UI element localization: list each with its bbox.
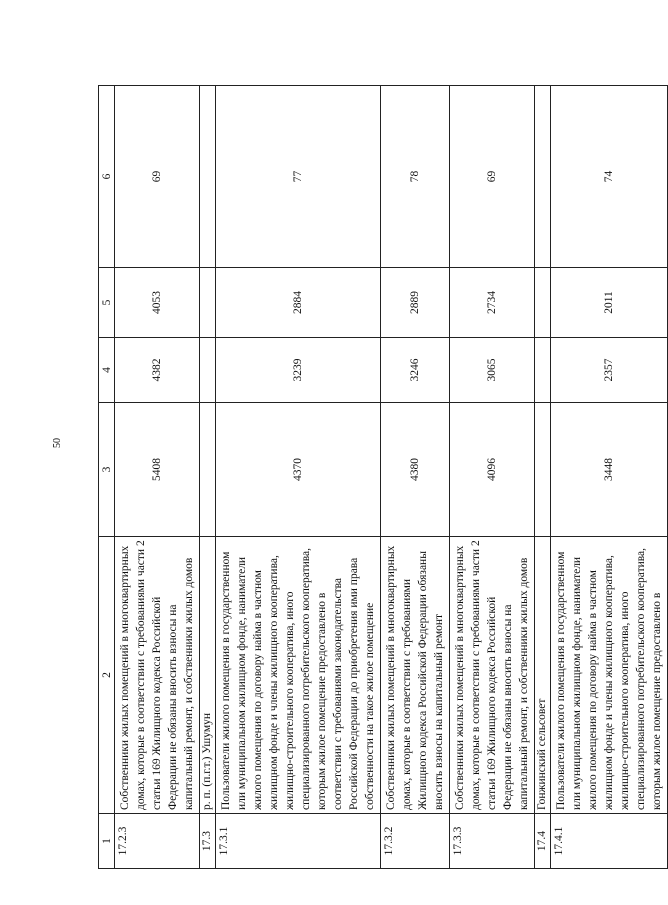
table-row (216, 86, 381, 869)
row-value-col4: 2357 (551, 338, 668, 403)
row-description: Пользователи жилого помещения в государственном или муниципальном жилищном фонде, наниматели жилого помещения по договору найма в частном жилищном фонде и члены жилищного кооператива, жилищно-строительного кооператива, иного специализированного потребительского кооператива, которым жилое помещение предоставлено в (551, 537, 668, 814)
row-value-col4: 3246 (381, 338, 450, 403)
row-value-col3: 4370 (216, 403, 381, 537)
header-cell-4: 4 (99, 338, 115, 403)
row-code: 17.2.3 (115, 814, 200, 869)
page-number: 50 (52, 438, 63, 448)
row-description: Собственники жилых помещений в многоквартирных домах, которые в соответствии с требованиями части 2 статьи 169 Жилищного кодекса Российской Федерации не обязаны вносить взносы на капитальный ремонт, и собственники жилых домов (115, 537, 200, 814)
row-code: 17.3.1 (216, 814, 381, 869)
row-value-col6: 69 (115, 86, 200, 268)
row-value-col5: 2884 (216, 268, 381, 338)
header-cell-5: 5 (99, 268, 115, 338)
section-code: 17.3 (200, 814, 216, 869)
header-cell-3: 3 (99, 403, 115, 537)
row-code: 17.3.3 (450, 814, 535, 869)
table-row (551, 86, 668, 869)
table-header-row (99, 86, 115, 869)
row-code: 17.4.1 (551, 814, 668, 869)
row-description: Собственники жилых помещений в многоквартирных домах, которые в соответствии с требованиями Жилищного кодекса Российской Федерации обязаны вносить взносы на капитальный ремонт (381, 537, 450, 814)
row-value-col3: 3448 (551, 403, 668, 537)
header-cell-1: 1 (99, 814, 115, 869)
row-value-col5: 2734 (450, 268, 535, 338)
section-title: р. п. (п.г.т.) Ушумун (200, 537, 216, 814)
row-value-col5: 2011 (551, 268, 668, 338)
row-value-col4: 3239 (216, 338, 381, 403)
row-value-col5: 4053 (115, 268, 200, 338)
section-row (200, 86, 216, 869)
empty-cell (535, 338, 551, 403)
row-description: Собственники жилых помещений в многоквартирных домах, которые в соответствии с требованиями части 2 статьи 169 Жилищного кодекса Российской Федерации не обязаны вносить взносы на капитальный ремонт, и собственники жилых домов (450, 537, 535, 814)
row-value-col4: 3065 (450, 338, 535, 403)
section-title: Гонжинский сельсовет (535, 537, 551, 814)
row-value-col3: 5408 (115, 403, 200, 537)
section-row (535, 86, 551, 869)
empty-cell (535, 268, 551, 338)
tariff-table (98, 85, 668, 869)
header-cell-2: 2 (99, 537, 115, 814)
row-value-col6: 74 (551, 86, 668, 268)
row-code: 17.3.2 (381, 814, 450, 869)
empty-cell (200, 403, 216, 537)
section-code: 17.4 (535, 814, 551, 869)
row-value-col6: 77 (216, 86, 381, 268)
empty-cell (200, 338, 216, 403)
row-value-col6: 69 (450, 86, 535, 268)
table-row (381, 86, 450, 869)
row-description: Пользователи жилого помещения в государственном или муниципальном жилищном фонде, наниматели жилого помещения по договору найма в частном жилищном фонде и члены жилищного кооператива, жилищно-строительного кооператива, иного специализированного потребительского кооператива, которым жилое помещение предоставлено в соответствии с требованиями законодательства Российской Федерации до приобретения ими права собственности на такое жилое помещение (216, 537, 381, 814)
empty-cell (200, 86, 216, 268)
table-row (115, 86, 200, 869)
header-cell-6: 6 (99, 86, 115, 268)
rotated-table-container (98, 86, 663, 869)
empty-cell (535, 86, 551, 268)
empty-cell (535, 403, 551, 537)
row-value-col5: 2889 (381, 268, 450, 338)
row-value-col3: 4096 (450, 403, 535, 537)
row-value-col6: 78 (381, 86, 450, 268)
table-row (450, 86, 535, 869)
row-value-col3: 4380 (381, 403, 450, 537)
empty-cell (200, 268, 216, 338)
row-value-col4: 4382 (115, 338, 200, 403)
